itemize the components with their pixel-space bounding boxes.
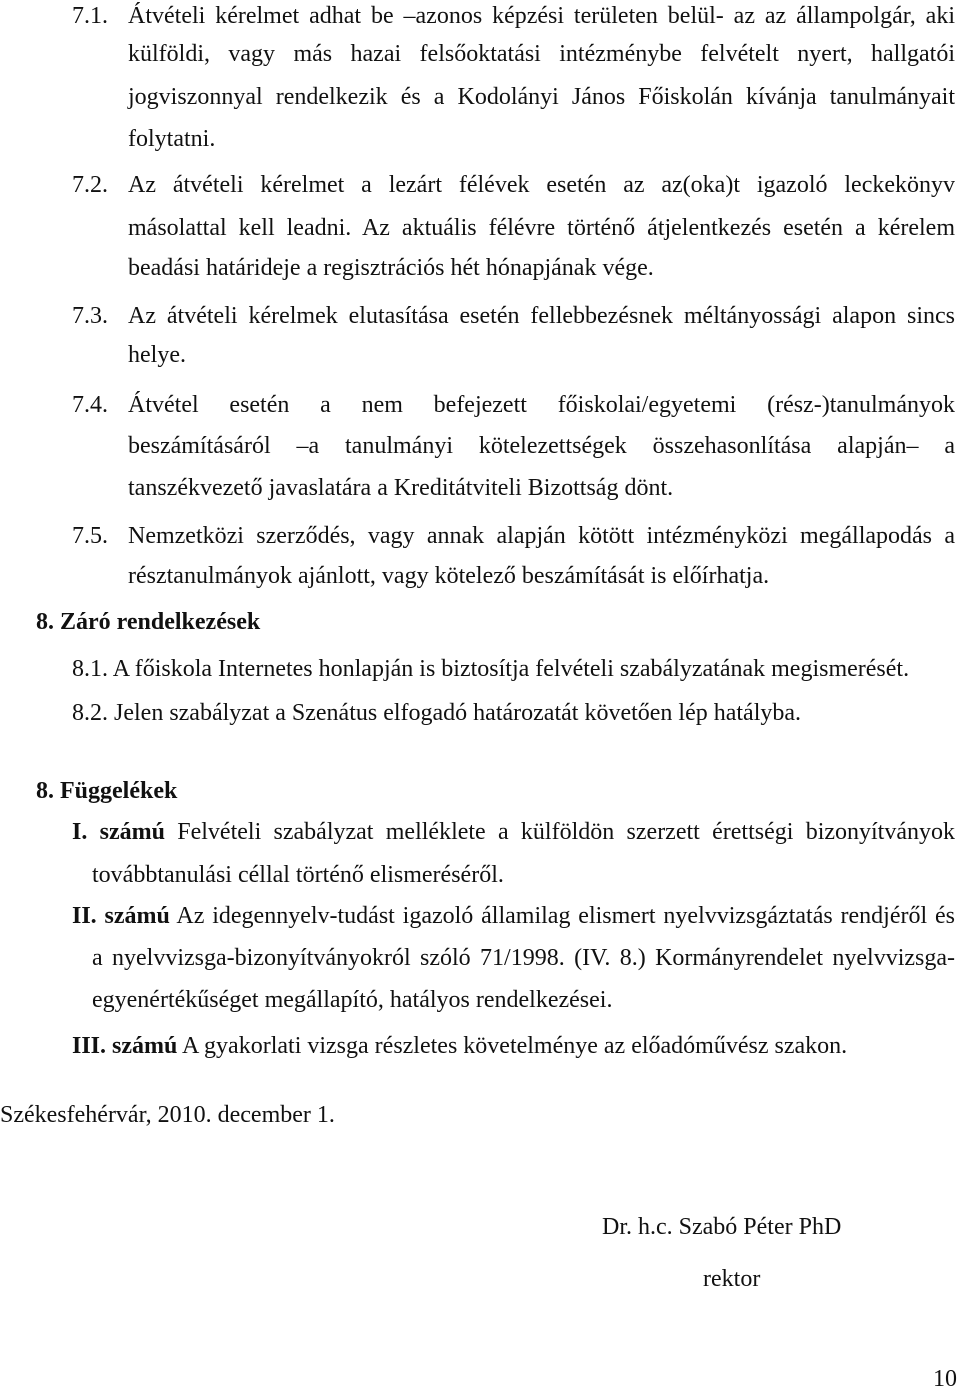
item-number: 7.1.: [72, 3, 108, 29]
paragraph-text: Jelen szabályzat a Szenátus elfogadó határozatát követően lép hatályba.: [114, 700, 802, 726]
item-number: 7.3.: [72, 303, 108, 329]
paragraph-line: Nemzetközi szerződés, vagy annak alapján kötött intézményközi megállapodás a: [128, 523, 955, 549]
paragraph-line: Az átvételi kérelmet a lezárt félévek esetén az az(oka)t igazoló leckekönyv: [128, 172, 955, 198]
appendix-label: III. számú: [72, 1033, 178, 1059]
paragraph-line: külföldi, vagy más hazai felsőoktatási intézménybe felvételt nyert, hallgatói: [128, 41, 955, 67]
paragraph-text: A főiskola Internetes honlapján is biztosítja felvételi szabályzatának megismerését.: [112, 656, 910, 682]
paragraph-line: Átvétel esetén a nem befejezett főiskolai/egyetemi (rész-)tanulmányok: [128, 392, 955, 418]
paragraph-line: Felvételi szabályzat melléklete a külföldön szerzett érettségi bizonyítványok: [177, 819, 956, 845]
paragraph-line: beszámításáról –a tanulmányi kötelezettségek összehasonlítása alapján– a: [128, 433, 955, 459]
paragraph-line: egyenértékűséget megállapító, hatályos rendelkezései.: [92, 987, 613, 1013]
paragraph-line: beadási határideje a regisztrációs hét hónapjának vége.: [128, 255, 654, 281]
place-date: Székesfehérvár, 2010. december 1.: [0, 1102, 335, 1128]
paragraph-line: Átvételi kérelmet adhat be –azonos képzési területen belül- az az állampolgár, aki: [128, 3, 955, 29]
section-heading: 8. Függelékek: [36, 778, 178, 804]
paragraph-line: résztanulmányok ajánlott, vagy kötelező beszámítását is előírhatja.: [128, 563, 770, 589]
signatory-title: rektor: [703, 1266, 761, 1292]
appendix-label: II. számú: [72, 903, 170, 929]
page-number: 10: [933, 1366, 957, 1392]
paragraph-line: helye.: [128, 342, 186, 368]
item-number: 8.1.: [72, 656, 108, 682]
item-number: 7.5.: [72, 523, 108, 549]
item-number: 7.2.: [72, 172, 108, 198]
paragraph-line: tanszékvezető javaslatára a Kreditátviteli Bizottság dönt.: [128, 475, 674, 501]
appendix-label: I. számú: [72, 819, 165, 845]
paragraph-line: A gyakorlati vizsga részletes követelménye az előadóművész szakon.: [182, 1033, 848, 1059]
signatory-name: Dr. h.c. Szabó Péter PhD: [602, 1214, 842, 1240]
paragraph-line: másolattal kell leadni. Az aktuális félévre történő átjelentkezés esetén a kérelem: [128, 215, 955, 241]
paragraph-line: Az átvételi kérelmek elutasítása esetén fellebbezésnek méltányossági alapon sincs: [128, 303, 955, 329]
paragraph-line: Az idegennyelv-tudást igazoló államilag elismert nyelvvizsgáztatás rendjéről és: [176, 903, 955, 929]
paragraph-line: folytatni.: [128, 126, 216, 152]
item-number: 7.4.: [72, 392, 108, 418]
item-8-1: [72, 655, 955, 683]
item-number: 8.2.: [72, 700, 108, 726]
paragraph-line: továbbtanulási céllal történő elismeréséről.: [92, 862, 504, 888]
paragraph-line: a nyelvvizsga-bizonyítványokról szóló 71/1998. (IV. 8.) Kormányrendelet nyelvvizsga-: [92, 945, 955, 971]
item-8-2: [72, 699, 955, 727]
paragraph-line: jogviszonnyal rendelkezik és a Kodolányi János Főiskolán kívánja tanulmányait: [128, 84, 955, 110]
section-heading: 8. Záró rendelkezések: [36, 609, 261, 635]
